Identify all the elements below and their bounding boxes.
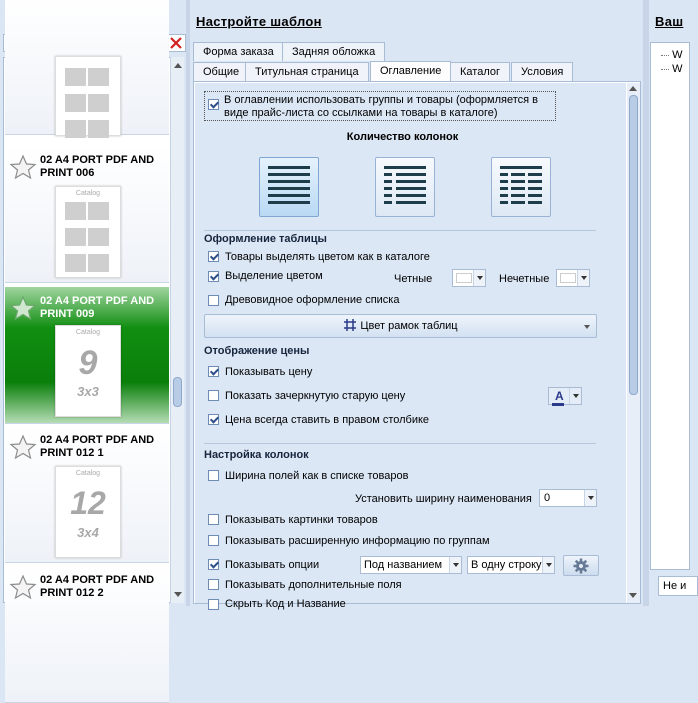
table-section-title: Оформление таблицы	[204, 233, 327, 245]
settings-scroll-area	[195, 83, 626, 610]
template-name: 02 A4 PORT PDF AND PRINT 012 2	[40, 574, 155, 599]
separator	[204, 443, 596, 444]
options-line-select[interactable]	[467, 556, 555, 574]
tree-connector	[661, 69, 669, 70]
field-width-checkbox[interactable]	[208, 470, 219, 481]
highlight-like-catalog-label: Товары выделять цветом как в каталоге	[225, 251, 430, 263]
show-extended-label: Показывать расширенную информацию по группам	[225, 535, 490, 547]
tree-item-label: W	[672, 63, 683, 75]
show-price-checkbox[interactable]	[208, 366, 219, 377]
name-width-spinner[interactable]	[539, 489, 597, 507]
template-thumbnail	[55, 56, 121, 136]
scroll-down-icon[interactable]	[629, 593, 637, 598]
tree-item[interactable]	[661, 49, 682, 61]
toc-groups-label: В оглавлении использовать группы и товары (оформляется в виде прайс-листа со ссылками на товары в каталоге)	[224, 94, 539, 119]
two-columns-button[interactable]	[375, 157, 435, 217]
one-column-icon	[260, 158, 318, 216]
price-section-title: Отображение цены	[204, 345, 310, 357]
favorite-star-icon[interactable]	[9, 574, 37, 600]
tab-conditions[interactable]: Условия	[511, 62, 573, 81]
thumb-grid-size: 3x3	[77, 384, 99, 399]
clear-search-icon[interactable]	[169, 36, 183, 50]
scroll-down-icon[interactable]	[174, 592, 182, 597]
panel-splitter[interactable]	[186, 0, 190, 606]
thumb-caption: Catalog	[75, 190, 101, 197]
tab-general[interactable]: Общие	[193, 62, 249, 81]
favorite-star-icon[interactable]	[9, 295, 37, 321]
template-list[interactable]	[3, 57, 171, 603]
toc-groups-checkbox[interactable]	[208, 99, 219, 110]
odd-color-picker[interactable]	[556, 269, 590, 287]
panel-splitter[interactable]	[643, 0, 649, 606]
tab-order-form[interactable]: Форма заказа	[193, 42, 284, 61]
scrollbar-thumb[interactable]	[629, 95, 638, 395]
hide-code-checkbox[interactable]	[208, 599, 219, 610]
scroll-up-icon[interactable]	[174, 63, 182, 68]
show-extra-fields-checkbox[interactable]	[208, 579, 219, 590]
price-right-checkbox[interactable]	[208, 414, 219, 425]
right-bottom-field[interactable]: Не и	[658, 576, 698, 596]
tab-catalog[interactable]: Каталог	[450, 62, 510, 81]
font-color-icon: A	[552, 389, 564, 406]
even-color-picker[interactable]	[452, 269, 486, 287]
show-extra-fields-label: Показывать дополнительные поля	[225, 579, 402, 591]
separator	[204, 230, 596, 231]
frame-color-label: Цвет рамок таблиц	[360, 320, 458, 332]
show-options-checkbox[interactable]	[208, 559, 219, 570]
scrollbar-thumb[interactable]	[173, 377, 182, 407]
show-old-price-checkbox[interactable]	[208, 390, 219, 401]
thumb-grid-size: 3x4	[77, 525, 99, 540]
tab-title-page[interactable]: Титульная страница	[245, 62, 369, 81]
result-tree[interactable]	[650, 42, 690, 570]
favorite-star-icon[interactable]	[9, 434, 37, 460]
highlight-like-catalog-checkbox[interactable]	[208, 251, 219, 262]
grid-icon	[343, 318, 357, 332]
template-list-scrollbar[interactable]	[170, 57, 184, 603]
tree-item-label: W	[672, 49, 683, 61]
show-pictures-checkbox[interactable]	[208, 514, 219, 525]
template-item[interactable]	[5, 566, 169, 703]
chevron-down-icon	[584, 325, 590, 329]
columns-count-title: Количество колонок	[346, 131, 459, 143]
name-width-label: Установить ширину наименования	[355, 493, 532, 505]
template-item-partial[interactable]	[5, 0, 169, 135]
template-thumbnail	[55, 186, 121, 278]
thumb-caption: Catalog	[75, 470, 101, 477]
template-item-selected[interactable]	[5, 287, 169, 424]
middle-panel-title: Настройте шаблон	[196, 14, 322, 29]
even-rows-label: Четные	[394, 273, 433, 285]
template-thumbnail	[55, 466, 121, 558]
price-right-label: Цена всегда ставить в правом столбике	[225, 414, 430, 426]
scroll-up-icon[interactable]	[629, 86, 637, 91]
show-extended-checkbox[interactable]	[208, 535, 219, 546]
tree-connector	[661, 55, 669, 56]
gear-icon	[573, 558, 589, 574]
three-columns-button[interactable]	[491, 157, 551, 217]
settings-content	[193, 81, 641, 610]
template-item[interactable]	[5, 146, 169, 283]
hide-code-label: Скрыть Код и Название	[225, 598, 346, 610]
show-price-label: Показывать цену	[225, 366, 313, 378]
field-width-label: Ширина полей как в списке товаров	[225, 470, 409, 482]
tab-table-of-contents[interactable]: Оглавление	[370, 61, 451, 82]
frame-color-button[interactable]	[204, 314, 597, 338]
options-position-select[interactable]	[360, 556, 462, 574]
two-columns-icon	[376, 158, 434, 216]
template-name: 02 A4 PORT PDF AND PRINT 012 1	[40, 434, 155, 459]
right-panel-title: Ваш	[655, 14, 684, 29]
thumb-caption: Catalog	[75, 329, 101, 336]
tree-style-checkbox[interactable]	[208, 295, 219, 306]
color-highlight-label: Выделение цветом	[225, 270, 323, 282]
options-position-value: Под названием	[364, 559, 443, 571]
template-name: 02 A4 PORT PDF AND PRINT 009	[40, 295, 155, 320]
color-highlight-checkbox[interactable]	[208, 271, 219, 282]
columns-section-title: Настройка колонок	[204, 449, 309, 461]
thumb-number: 12	[70, 485, 106, 521]
settings-scrollbar[interactable]	[627, 83, 640, 603]
template-item[interactable]	[5, 426, 169, 563]
show-options-label: Показывать опции	[225, 559, 320, 571]
tree-style-label: Древовидное оформление списка	[225, 294, 400, 306]
old-price-font-color[interactable]	[548, 387, 582, 405]
template-name: 02 A4 PORT PDF AND PRINT 006	[40, 154, 155, 179]
template-thumbnail	[55, 325, 121, 417]
tab-back-cover[interactable]: Задняя обложка	[282, 42, 385, 61]
odd-rows-label: Нечетные	[499, 273, 550, 285]
show-pictures-label: Показывать картинки товаров	[225, 514, 378, 526]
tree-item[interactable]	[661, 63, 682, 75]
options-settings-button[interactable]	[563, 555, 599, 576]
favorite-star-icon[interactable]	[9, 154, 37, 180]
three-columns-icon	[492, 158, 550, 216]
one-column-button[interactable]	[259, 157, 319, 217]
name-width-value: 0	[544, 492, 551, 504]
options-line-value: В одну строку	[471, 559, 542, 571]
thumb-number: 9	[78, 344, 98, 382]
show-old-price-label: Показать зачеркнутую старую цену	[225, 390, 406, 402]
